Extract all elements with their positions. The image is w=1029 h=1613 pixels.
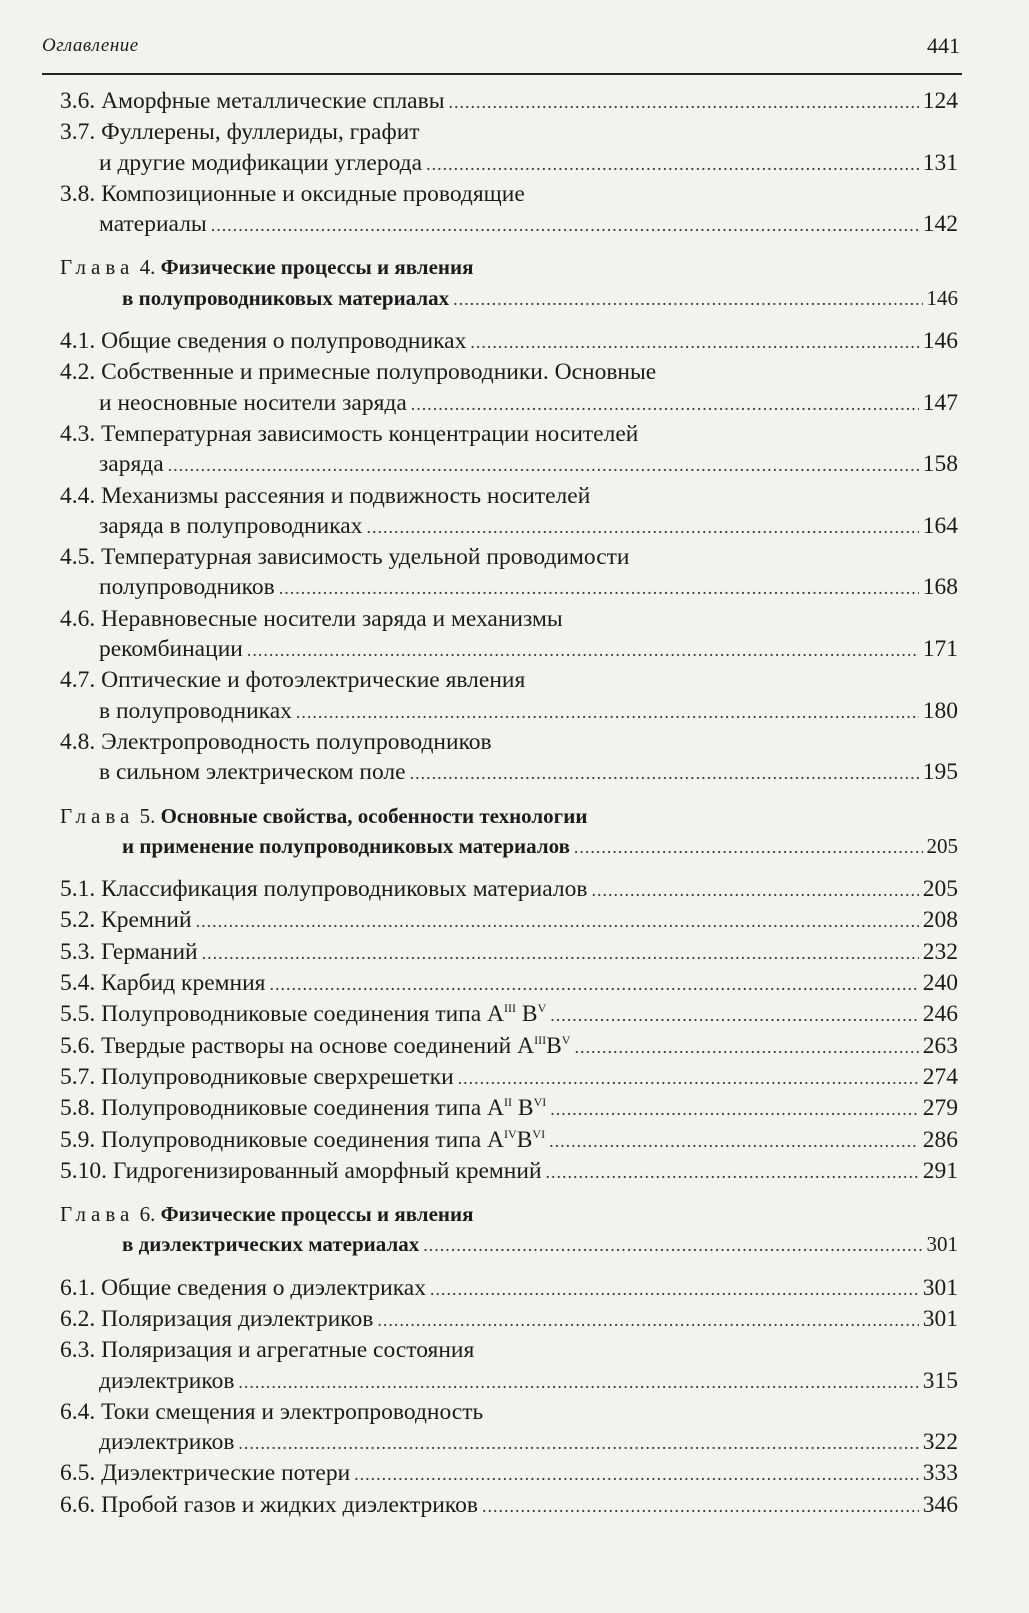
dot-leader	[449, 87, 919, 117]
entry-number: 3.8.	[60, 180, 102, 207]
dot-leader	[410, 758, 919, 788]
toc-chapter[interactable]	[60, 801, 958, 863]
entry-title-text: Полупроводниковые сверхрешетки	[101, 1063, 454, 1090]
page-ref: 315	[922, 1367, 958, 1394]
toc-line	[60, 572, 958, 603]
dot-leader	[546, 1157, 919, 1187]
dot-leader	[411, 389, 919, 419]
toc-entry[interactable]	[60, 999, 958, 1030]
toc-entry[interactable]	[60, 727, 958, 789]
toc-line	[60, 634, 958, 665]
page-ref: 147	[922, 389, 958, 416]
dot-leader	[377, 1305, 918, 1335]
toc-line	[60, 999, 958, 1030]
toc-entry[interactable]	[60, 905, 958, 936]
toc-line	[60, 326, 958, 357]
toc-line	[60, 1335, 958, 1365]
entry-number: 4.3.	[60, 420, 102, 447]
toc-line	[60, 874, 958, 905]
chapter-number: 5.	[134, 803, 161, 828]
entry-title-text: Собственные и примесные полупроводники. Основные	[101, 359, 657, 386]
toc-line	[60, 481, 958, 511]
toc-line	[60, 209, 958, 240]
toc-line	[60, 419, 958, 449]
dot-leader	[591, 875, 918, 905]
page-ref: 205	[926, 833, 958, 858]
toc-line	[60, 252, 958, 282]
toc-line	[60, 283, 958, 314]
page-header	[42, 33, 962, 75]
table-of-contents	[60, 86, 958, 1521]
toc-entry[interactable]	[60, 937, 958, 968]
toc-line	[60, 1156, 958, 1187]
page-ref: 158	[922, 451, 958, 478]
toc-entry[interactable]	[60, 117, 958, 179]
entry-title-text: Диэлектрические потери	[101, 1460, 351, 1487]
superscript: II	[504, 1095, 513, 1110]
page-number: 441	[927, 33, 960, 58]
page-ref: 301	[922, 1305, 958, 1332]
entry-title-text: диэлектриков	[99, 1367, 235, 1394]
page-ref: 240	[922, 970, 958, 997]
toc-line	[60, 937, 958, 968]
page-ref: 286	[922, 1126, 958, 1153]
toc-line	[60, 727, 958, 757]
entry-number: 5.10.	[60, 1157, 113, 1184]
entry-number: 5.9.	[60, 1126, 102, 1153]
dot-leader	[458, 1063, 919, 1093]
page-ref: 274	[922, 1063, 958, 1090]
entry-title-text: Полупроводниковые соединения типа $A^{IV}B^{VI}$	[101, 1126, 546, 1153]
entry-title-text: полупроводников	[99, 574, 275, 601]
dot-leader	[470, 327, 918, 357]
dot-leader	[453, 284, 922, 314]
chapter-title-text: Физические процессы и явления	[160, 255, 474, 280]
page-ref: 279	[922, 1095, 958, 1122]
chapter-title-text: в диэлектрических материалах	[122, 1232, 420, 1257]
toc-entry[interactable]	[60, 1156, 958, 1187]
entry-title-text: Германий	[101, 938, 198, 965]
toc-entry[interactable]	[60, 604, 958, 666]
toc-entry[interactable]	[60, 1273, 958, 1304]
entry-number: 6.5.	[60, 1460, 102, 1487]
toc-entry[interactable]	[60, 1304, 958, 1335]
entry-title-text: и другие модификации углерода	[99, 149, 423, 176]
toc-entry[interactable]	[60, 1093, 958, 1124]
toc-entry[interactable]	[60, 665, 958, 727]
toc-line	[60, 801, 958, 831]
superscript: IV	[504, 1126, 517, 1141]
entry-title-text: заряда в полупроводниках	[99, 512, 363, 539]
superscript: V	[537, 1001, 547, 1016]
entry-number: 5.8.	[60, 1095, 102, 1122]
superscript: III	[504, 1001, 517, 1016]
entry-title-text: Твердые растворы на основе соединений $A^{III}B^V$	[101, 1032, 571, 1059]
entry-number: 4.7.	[60, 667, 102, 694]
chapter-number: 4.	[134, 255, 161, 280]
dot-leader	[296, 697, 919, 727]
entry-number: 5.1.	[60, 876, 102, 903]
dot-leader	[482, 1491, 919, 1521]
entry-title-text: Температурная зависимость удельной проводимости	[101, 544, 630, 571]
page-ref: 205	[922, 876, 958, 903]
page-ref: 131	[922, 149, 958, 176]
entry-title-text: Фуллерены, фуллериды, графит	[101, 119, 420, 146]
superscript: III	[534, 1032, 547, 1047]
toc-line	[60, 511, 958, 542]
dot-leader	[430, 1274, 919, 1304]
dot-leader	[426, 149, 919, 179]
toc-line	[60, 1458, 958, 1489]
toc-entry[interactable]	[60, 1458, 958, 1489]
toc-line	[60, 179, 958, 209]
entry-number: 4.1.	[60, 328, 102, 355]
chapter-title-text: и применение полупроводниковых материалов	[122, 833, 570, 858]
superscript: VI	[533, 1095, 547, 1110]
chapter-spacer	[60, 314, 958, 326]
entry-number: 5.2.	[60, 907, 102, 934]
page-ref: 142	[922, 211, 958, 238]
page-ref: 171	[922, 636, 958, 663]
entry-title-text: Поляризация и агрегатные состояния	[101, 1337, 475, 1364]
dot-leader	[202, 938, 919, 968]
entry-title-text: Аморфные металлические сплавы	[101, 88, 445, 114]
chapter-spacer	[60, 1187, 958, 1199]
dot-leader	[550, 1000, 918, 1030]
entry-title-text: Полупроводниковые соединения типа $A^{III}$ $B^V$	[101, 1001, 547, 1028]
toc-entry[interactable]	[60, 874, 958, 905]
chapter-spacer	[60, 862, 958, 874]
toc-line	[60, 388, 958, 419]
entry-title-text: Механизмы рассеяния и подвижность носителей	[101, 482, 591, 509]
toc-entry[interactable]	[60, 86, 958, 117]
entry-number: 6.3.	[60, 1337, 102, 1364]
toc-line	[60, 1031, 958, 1062]
page-ref: 146	[922, 328, 958, 355]
dot-leader	[247, 635, 919, 665]
chapter-spacer	[60, 789, 958, 801]
entry-title-text: Классификация полупроводниковых материалов	[101, 876, 588, 903]
entry-number: 4.5.	[60, 544, 102, 571]
page-ref: 146	[926, 285, 958, 310]
entry-title-text: рекомбинации	[99, 636, 243, 663]
entry-title-text: Общие сведения о диэлектриках	[101, 1274, 426, 1301]
entry-title-text: диэлектриков	[99, 1429, 235, 1456]
running-title: Оглавление	[42, 35, 139, 56]
toc-chapter[interactable]	[60, 1199, 958, 1261]
entry-title-text: Пробой газов и жидких диэлектриков	[101, 1491, 478, 1518]
dot-leader	[168, 450, 919, 480]
entry-title-text: в полупроводниках	[99, 697, 292, 724]
toc-entry[interactable]	[60, 1031, 958, 1062]
dot-leader	[574, 1032, 918, 1062]
dot-leader	[269, 969, 918, 999]
toc-line	[60, 604, 958, 634]
entry-title-text: Оптические и фотоэлектрические явления	[101, 667, 526, 694]
toc-line	[60, 86, 958, 117]
entry-number: 4.8.	[60, 728, 102, 755]
toc-entry[interactable]	[60, 357, 958, 419]
dot-leader	[354, 1459, 919, 1489]
toc-entry[interactable]	[60, 1490, 958, 1521]
entry-number: 5.6.	[60, 1032, 102, 1059]
toc-line	[60, 148, 958, 179]
superscript: VI	[532, 1126, 546, 1141]
entry-title-text: Температурная зависимость концентрации носителей	[101, 420, 639, 447]
toc-line	[60, 1199, 958, 1229]
page-ref: 195	[922, 759, 958, 786]
toc-line	[60, 905, 958, 936]
dot-leader	[196, 906, 919, 936]
entry-title-text: Общие сведения о полупроводниках	[101, 328, 467, 355]
entry-number: 6.6.	[60, 1491, 102, 1518]
page-ref: 346	[922, 1491, 958, 1518]
page-ref: 301	[922, 1274, 958, 1301]
dot-leader	[366, 512, 918, 542]
toc-entry[interactable]	[60, 1125, 958, 1156]
entry-number: 5.4.	[60, 970, 102, 997]
entry-number: 4.6.	[60, 605, 102, 632]
page-ref: 301	[926, 1232, 958, 1257]
entry-title-text: и неосновные носители заряда	[99, 389, 407, 416]
entry-title-text: Неравновесные носители заряда и механизмы	[101, 605, 563, 632]
entry-title-text: материалы	[99, 211, 207, 238]
toc-line	[60, 1125, 958, 1156]
chapter-label: Глава	[60, 803, 135, 828]
chapter-title-text: Основные свойства, особенности технологии	[160, 803, 588, 828]
page-ref: 322	[922, 1429, 958, 1456]
chapter-title-text: Физические процессы и явления	[160, 1202, 474, 1227]
toc-entry[interactable]	[60, 1062, 958, 1093]
entry-title-text: Карбид кремния	[101, 970, 266, 997]
dot-leader	[211, 210, 919, 240]
toc-line	[60, 542, 958, 572]
chapter-spacer	[60, 1261, 958, 1273]
entry-number: 3.6.	[60, 88, 102, 114]
dot-leader	[550, 1094, 918, 1124]
entry-number: 4.4.	[60, 482, 102, 509]
toc-entry[interactable]	[60, 542, 958, 604]
toc-entry[interactable]	[60, 968, 958, 999]
toc-line	[60, 357, 958, 387]
entry-title-text: заряда	[99, 451, 164, 478]
entry-number: 6.4.	[60, 1398, 102, 1425]
toc-entry[interactable]	[60, 419, 958, 481]
toc-line	[60, 1093, 958, 1124]
toc-line	[60, 1229, 958, 1260]
toc-line	[60, 1062, 958, 1093]
toc-line	[60, 1490, 958, 1521]
entry-number: 6.1.	[60, 1274, 102, 1301]
toc-line	[60, 1273, 958, 1304]
dot-leader	[423, 1230, 922, 1260]
toc-line	[60, 117, 958, 147]
dot-leader	[238, 1367, 918, 1397]
toc-line	[60, 1427, 958, 1458]
chapter-number: 6.	[134, 1202, 161, 1227]
chapter-spacer	[60, 240, 958, 252]
toc-entry[interactable]	[60, 1397, 958, 1459]
toc-entry[interactable]	[60, 1335, 958, 1397]
entry-title-text: Поляризация диэлектриков	[101, 1305, 374, 1332]
entry-title-text: Электропроводность полупроводников	[101, 728, 492, 755]
toc-line	[60, 665, 958, 695]
entry-title-text: Полупроводниковые соединения типа $A^{II}$ $B^{VI}$	[101, 1095, 547, 1122]
page-ref: 263	[922, 1032, 958, 1059]
toc-chapter[interactable]	[60, 252, 958, 314]
toc-entry[interactable]	[60, 481, 958, 543]
dot-leader	[574, 832, 923, 862]
page-ref: 124	[922, 88, 958, 114]
toc-line	[60, 968, 958, 999]
entry-number: 4.2.	[60, 359, 102, 386]
dot-leader	[238, 1428, 918, 1458]
toc-line	[60, 831, 958, 862]
page-ref: 291	[922, 1157, 958, 1184]
page-ref: 180	[922, 697, 958, 724]
entry-title-text: Гидрогенизированный аморфный кремний	[112, 1157, 542, 1184]
chapter-label: Глава	[60, 255, 135, 280]
page-ref: 168	[922, 574, 958, 601]
entry-title-text: Композиционные и оксидные проводящие	[101, 180, 525, 207]
entry-number: 5.5.	[60, 1001, 102, 1028]
entry-title-text: Токи смещения и электропроводность	[101, 1398, 484, 1425]
toc-entry[interactable]	[60, 179, 958, 241]
toc-line	[60, 757, 958, 788]
superscript: V	[561, 1032, 571, 1047]
dot-leader	[549, 1126, 919, 1156]
toc-line	[60, 1397, 958, 1427]
entry-number: 5.3.	[60, 938, 102, 965]
chapter-label: Глава	[60, 1202, 135, 1227]
toc-line	[60, 1366, 958, 1397]
page-ref: 333	[922, 1460, 958, 1487]
toc-line	[60, 1304, 958, 1335]
chapter-title-text: в полупроводниковых материалах	[122, 285, 450, 310]
entry-number: 5.7.	[60, 1063, 102, 1090]
entry-title-text: Кремний	[101, 907, 192, 934]
page-ref: 232	[922, 938, 958, 965]
page-ref: 164	[922, 512, 958, 539]
toc-line	[60, 449, 958, 480]
entry-number: 6.2.	[60, 1305, 102, 1332]
dot-leader	[279, 573, 919, 603]
page-ref: 246	[922, 1001, 958, 1028]
toc-line	[60, 696, 958, 727]
entry-title-text: в сильном электрическом поле	[99, 759, 406, 786]
entry-number: 3.7.	[60, 119, 102, 146]
toc-entry[interactable]	[60, 326, 958, 357]
page-ref: 208	[922, 907, 958, 934]
